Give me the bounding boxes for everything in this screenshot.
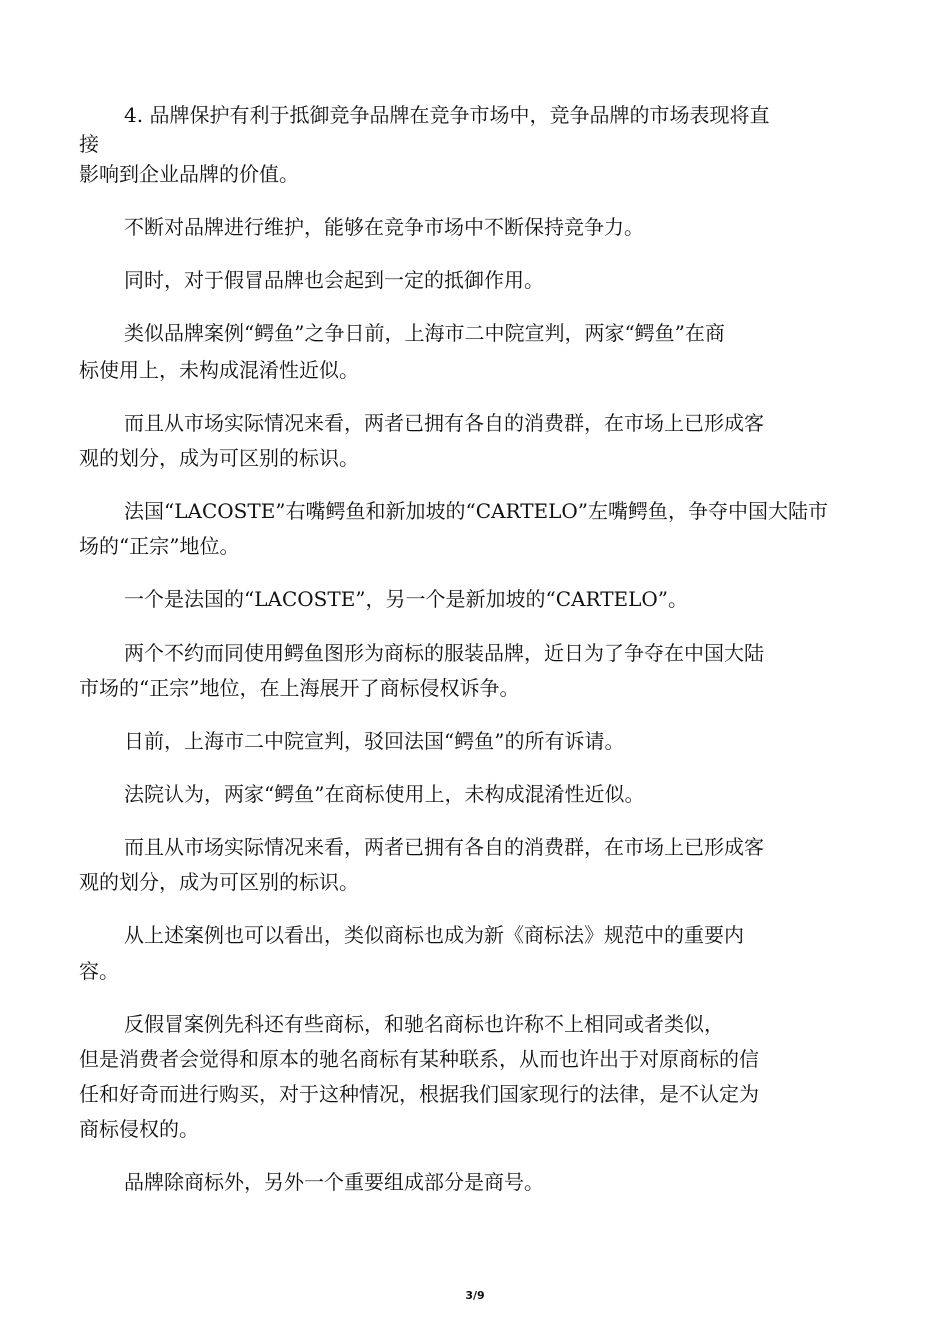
text-line: 而且从市场实际情况来看，两者已拥有各自的消费群，在市场上已形成客 [124,411,764,435]
text-line: 接 [79,132,99,156]
text-line: 场的“正宗”地位。 [79,534,240,558]
text-line: 同时，对于假冒品牌也会起到一定的抵御作用。 [124,268,544,292]
text-line: 类似品牌案例“鳄鱼”之争日前，上海市二中院宣判，两家“鳄鱼”在商 [124,321,725,345]
text-line: 观的划分，成为可区别的标识。 [79,870,359,894]
text-line: 但是消费者会觉得和原本的驰名商标有某种联系，从而也许出于对原商标的信 [79,1047,759,1071]
text-line: 容。 [79,959,119,983]
text-line: 品牌除商标外，另外一个重要组成部分是商号。 [124,1170,544,1194]
text-line: 而且从市场实际情况来看，两者已拥有各自的消费群，在市场上已形成客 [124,835,764,859]
text-line: 任和好奇而进行购买，对于这种情况，根据我们国家现行的法律，是不认定为 [79,1082,759,1106]
text-line: 4. 品牌保护有利于抵御竞争品牌在竞争市场中，竞争品牌的市场表现将直 [124,103,770,127]
text-line: 一个是法国的“LACOSTE”，另一个是新加坡的“CARTELO”。 [124,587,689,611]
text-line: 反假冒案例先科还有些商标，和驰名商标也许称不上相同或者类似， [124,1012,724,1036]
text-line: 两个不约而同使用鳄鱼图形为商标的服装品牌，近日为了争夺在中国大陆 [124,641,764,665]
page-number: 3/9 [465,1289,485,1302]
text-line: 标使用上，未构成混淆性近似。 [79,358,359,382]
text-line: 日前，上海市二中院宣判，驳回法国“鳄鱼”的所有诉请。 [124,729,625,753]
text-line: 法国“LACOSTE”右嘴鳄鱼和新加坡的“CARTELO”左嘴鳄鱼，争夺中国大陆市 [124,499,829,523]
text-line: 商标侵权的。 [79,1117,199,1141]
text-line: 不断对品牌进行维护，能够在竞争市场中不断保持竞争力。 [124,215,644,239]
text-line: 市场的“正宗”地位，在上海展开了商标侵权诉争。 [79,676,520,700]
text-line: 影响到企业品牌的价值。 [79,162,299,186]
text-line: 法院认为，两家“鳄鱼”在商标使用上，未构成混淆性近似。 [124,782,645,806]
text-line: 观的划分，成为可区别的标识。 [79,446,359,470]
text-line: 从上述案例也可以看出，类似商标也成为新《商标法》规范中的重要内 [124,923,744,947]
